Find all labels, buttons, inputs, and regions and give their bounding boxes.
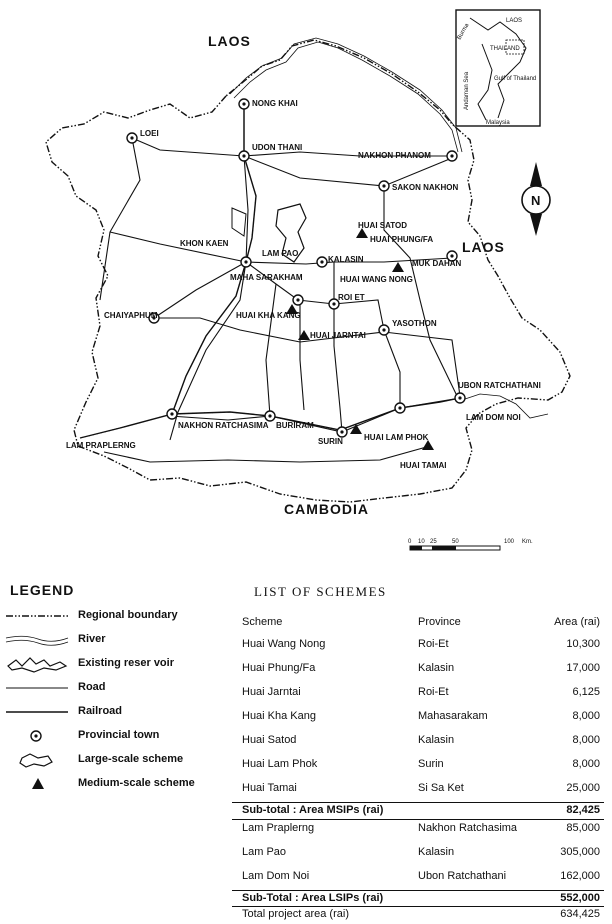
provincial-town-icon [4,726,70,746]
table-row: Huai Jarntai Roi-Et 6,125 [242,686,600,698]
road-icon [4,678,70,698]
svg-text:10: 10 [418,539,425,545]
legend-item-boundary [4,606,224,626]
legend-item-provincial-town [4,726,224,746]
legend-item-label: Large-scale scheme [78,753,184,765]
legend-item-label: Regional boundary [78,609,178,621]
town-label: MUK DAHAN [412,259,462,268]
scheme-label: HUAI SATOD [358,221,408,230]
mekong-river [230,38,462,152]
boundary-icon [4,606,70,626]
table-row: Lam Dom Noi Ubon Ratchathani 162,000 [242,870,600,882]
svg-text:Burma: Burma [456,22,471,41]
subtotal-row-msip: Sub-total : Area MSIPs (rai) 82,425 [242,804,600,816]
town-label: UBON RATCHATHANI [458,381,541,390]
large-scheme-icon [4,750,70,770]
town-marker-maha-sarakham [293,295,303,305]
town-label: NONG KHAI [252,99,298,108]
legend-item-label: Provincial town [78,729,160,741]
town-marker-nong-khai [239,99,249,109]
legend-item-large-scheme [4,750,224,770]
town-label: LAM DOM NOI [466,413,521,422]
medium-scheme-icon [4,774,70,794]
town-label: BURIRAM [276,421,314,430]
table-row: Huai Tamai Si Sa Ket 25,000 [242,782,600,794]
inset-locator-map [456,10,540,126]
table-row: Lam Praplerng Nakhon Ratchasima 85,000 [242,822,600,834]
ubolratana-reservoir [232,208,246,236]
legend-item-river [4,630,224,650]
svg-text:LAOS: LAOS [506,18,523,24]
country-label-cambodia: CAMBODIA [284,501,369,517]
header-area: Area (rai) [554,616,600,628]
divider [232,906,604,907]
town-label: YASOTHON [392,319,437,328]
river-icon [4,630,70,650]
town-label: NAKHON PHANOM [358,151,431,160]
legend-item-label: River [78,633,106,645]
svg-text:50: 50 [452,539,459,545]
legend-item-railroad [4,702,224,722]
schemes-title: LIST OF SCHEMES [254,584,387,599]
town-label: ROI ET [338,293,365,302]
legend-item-reservoir [4,654,224,674]
svg-text:25: 25 [430,539,437,545]
town-marker-nakhon-phanom [447,151,457,161]
svg-text:Gulf of Thailand: Gulf of Thailand [494,76,537,82]
town-marker-si-sa-ket [395,403,405,413]
town-label: NAKHON RATCHASIMA [178,421,269,430]
town-label: SAKON NAKHON [392,183,459,192]
scheme-label: HUAI LAM PHOK [364,433,429,442]
table-row: Huai Lam Phok Surin 8,000 [242,758,600,770]
town-label: LOEI [140,129,159,138]
legend-item-label: Road [78,681,106,693]
country-label-laos-east: LAOS [462,239,505,255]
svg-text:0: 0 [408,539,412,545]
town-label: LAM PAO [262,249,299,258]
legend-item-label: Existing reser voir [78,657,174,669]
town-marker-khon-kaen [241,257,251,267]
subtotal-row-lsip: Sub-Total : Area LSIPs (rai) 552,000 [242,892,600,904]
svg-text:Km.: Km. [522,539,533,545]
railroad-icon [4,702,70,722]
divider [232,802,604,803]
north-arrow-icon [522,162,550,236]
town-marker-loei [127,133,137,143]
table-row: Lam Pao Kalasin 305,000 [242,846,600,858]
town-marker-buriram [265,411,275,421]
town-label: CHAIYAPHUM [104,311,158,320]
legend [4,582,224,802]
svg-text:THAILAND: THAILAND [490,46,520,52]
svg-text:N: N [531,193,541,208]
town-marker-surin [337,427,347,437]
town-marker-yasothon [379,325,389,335]
town-label: UDON THANI [252,143,303,152]
divider [232,890,604,891]
town-label: MAHA SARAKHAM [230,273,303,282]
town-marker-udon-thani [239,151,249,161]
town-label: KALASIN [328,255,364,264]
table-row: Huai Satod Kalasin 8,000 [242,734,600,746]
reservoir-icon [4,654,70,674]
svg-text:Andaman Sea: Andaman Sea [464,71,470,110]
total-row: Total project area (rai) 634,425 [242,908,600,920]
town-label: KHON KAEN [180,239,229,248]
scheme-label: HUAI PHUNG/FA [370,235,434,244]
town-marker-sakon-nakhon [379,181,389,191]
town-marker-ubon-ratchathani [455,393,465,403]
legend-title: LEGEND [10,582,75,598]
town-label: LAM PRAPLERNG [66,441,136,450]
triangle-icon [392,262,404,272]
town-marker-nakhon-ratchasima [167,409,177,419]
table-row: Huai Phung/Fa Kalasin 17,000 [242,662,600,674]
header-scheme: Scheme [242,616,283,628]
country-label-laos-north: LAOS [208,33,251,49]
divider [232,819,604,820]
legend-item-road [4,678,224,698]
header-province: Province [418,616,461,628]
scheme-label: HUAI WANG NONG [340,275,413,284]
svg-text:Malaysia: Malaysia [486,120,510,126]
scheme-label: HUAI JARNTAI [310,331,366,340]
table-row: Huai Wang Nong Roi-Et 10,300 [242,638,600,650]
svg-text:100: 100 [504,539,515,545]
legend-item-label: Medium-scale scheme [78,777,195,789]
table-row: Huai Kha Kang Mahasarakam 8,000 [242,710,600,722]
town-marker-kalasin [317,257,327,267]
legend-item-label: Railroad [78,705,123,717]
town-label: SURIN [318,437,343,446]
scheme-label: HUAI TAMAI [400,461,447,470]
legend-item-medium-scheme [4,774,224,794]
scale-bar [408,539,533,550]
scheme-label: HUAI KHA KANG [236,311,301,320]
